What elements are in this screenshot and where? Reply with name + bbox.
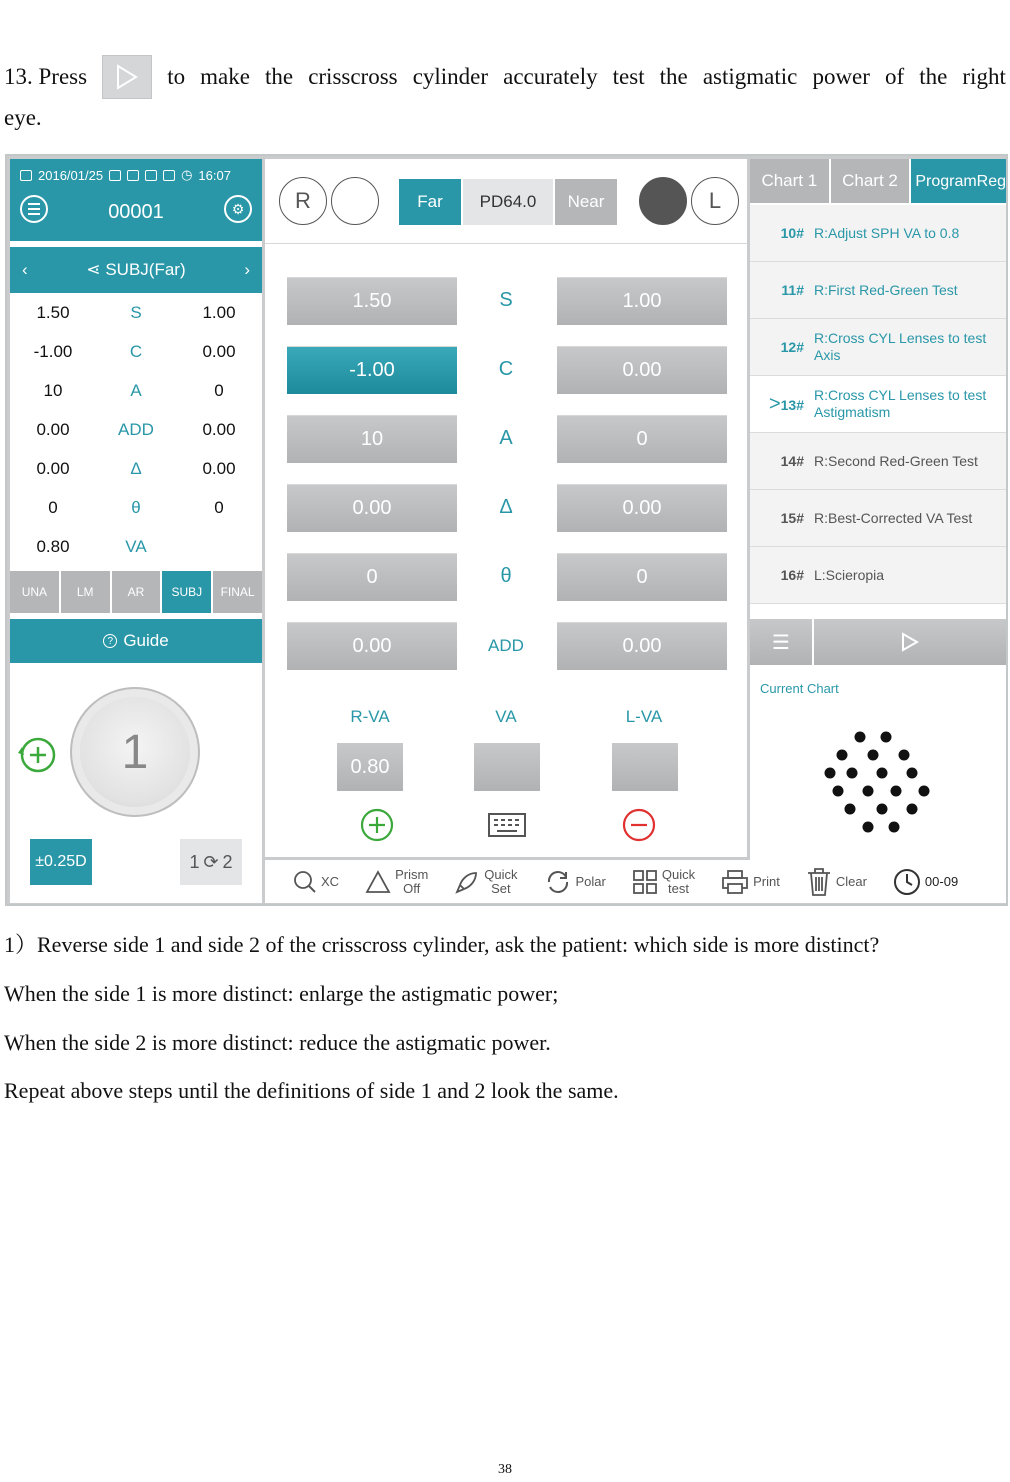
- program-number-current: [750, 393, 814, 416]
- refractor-screenshot: [5, 154, 1008, 906]
- status-bar: [20, 167, 256, 183]
- rotate-icon: [544, 868, 572, 896]
- tab-subj[interactable]: SUBJ: [162, 571, 211, 613]
- tab-chart-2[interactable]: Chart 2: [831, 159, 910, 203]
- left-base-value[interactable]: 0: [557, 553, 727, 601]
- magnifier-icon: [293, 870, 317, 894]
- right-value: 0.00: [36, 458, 70, 478]
- help-icon: ?: [103, 634, 117, 648]
- program-number: 10#: [780, 225, 804, 241]
- monitor-icon: [127, 170, 139, 181]
- xc-tool[interactable]: [265, 870, 339, 894]
- table-row: [10, 449, 262, 488]
- printer-icon: [721, 869, 749, 895]
- status-time: 16:07: [198, 167, 231, 183]
- current-chart-label: Current Chart: [760, 681, 839, 696]
- axis-label: A: [499, 427, 513, 449]
- right-value: 10: [43, 380, 63, 400]
- table-row: [10, 488, 262, 527]
- quick-test-tool[interactable]: [606, 868, 695, 896]
- left-add-value[interactable]: 0.00: [557, 622, 727, 670]
- subj-title: SUBJ(Far): [105, 260, 186, 279]
- plus-icon[interactable]: [357, 805, 397, 845]
- side-two-label: 2: [222, 851, 233, 872]
- right-panel: [750, 159, 1006, 903]
- polar-tool[interactable]: [518, 868, 606, 896]
- prism-label: Δ: [499, 496, 513, 518]
- list-item[interactable]: [750, 262, 1006, 319]
- program-number: 16#: [780, 567, 804, 583]
- row-label: Δ: [130, 458, 142, 478]
- step-4-text: Repeat above steps until the definitions of side 1 and 2 look the same.: [4, 1078, 619, 1103]
- keyboard-icon[interactable]: [487, 811, 527, 839]
- dial-value: 1: [121, 725, 149, 779]
- print-label: Print: [753, 874, 780, 889]
- left-value: 1.00: [202, 302, 236, 322]
- play-icon: [901, 632, 919, 652]
- dot-chart-icon: [820, 729, 940, 839]
- right-add-value[interactable]: 0.00: [287, 622, 457, 670]
- quick-set-label: [484, 868, 517, 896]
- table-row: [10, 410, 262, 449]
- bottom-toolbar: [265, 860, 1006, 903]
- calendar-icon: [20, 170, 32, 181]
- program-text: R:Cross CYL Lenses to test Axis: [814, 330, 987, 363]
- list-item[interactable]: [750, 205, 1006, 262]
- subj-title-wrap: [86, 260, 185, 280]
- program-number: 13#: [780, 396, 804, 413]
- display-icon: [163, 170, 175, 181]
- left-value: 0.00: [202, 458, 236, 478]
- share-icon: ⋖: [86, 260, 106, 279]
- far-button[interactable]: Far: [399, 179, 461, 225]
- left-header: [10, 159, 262, 241]
- row-label: ADD: [118, 419, 154, 439]
- side-one-label: 1: [189, 851, 200, 872]
- right-value: 1.50: [36, 302, 70, 322]
- intro-prefix: 13. Press: [4, 64, 88, 89]
- right-value: -1.00: [33, 341, 73, 361]
- refresh-icon: ⟳: [203, 851, 219, 872]
- right-value: 0: [48, 497, 58, 517]
- list-item[interactable]: [750, 319, 1006, 376]
- flip-side-button[interactable]: [180, 839, 242, 885]
- rva-value[interactable]: 0.80: [337, 743, 403, 791]
- prism-label: [395, 868, 428, 896]
- timer-icon: [893, 868, 921, 896]
- program-text: R:First Red-Green Test: [814, 282, 958, 298]
- program-text: R:Second Red-Green Test: [814, 453, 978, 469]
- intro-word: the: [659, 64, 688, 89]
- right-eye-button[interactable]: R: [279, 177, 327, 225]
- program-number: 15#: [780, 510, 804, 526]
- print-tool[interactable]: [695, 869, 780, 895]
- row-label: θ: [131, 497, 141, 517]
- program-list: [750, 205, 1006, 604]
- program-text: R:Best-Corrected VA Test: [814, 510, 973, 526]
- play-icon: [115, 64, 139, 90]
- right-value: 0.00: [36, 419, 70, 439]
- list-item[interactable]: [750, 490, 1006, 547]
- patient-id: 00001: [108, 201, 164, 223]
- device-icon: [109, 170, 121, 181]
- row-label: C: [129, 341, 143, 361]
- add-label: ADD: [488, 636, 524, 655]
- page-number: 38: [498, 1462, 512, 1477]
- right-cyl-value[interactable]: -1.00: [287, 346, 457, 394]
- list-item[interactable]: [750, 433, 1006, 490]
- quick-test-label-1: Quick: [661, 866, 696, 882]
- table-row: [10, 293, 262, 332]
- guide-label: Guide: [123, 631, 169, 650]
- intro-word: the: [265, 64, 294, 89]
- cross-cylinder-dial[interactable]: [70, 687, 200, 817]
- va-value[interactable]: [474, 743, 540, 791]
- list-item[interactable]: [750, 547, 1006, 604]
- chart-tabs: [750, 159, 1006, 203]
- right-axis-value[interactable]: 10: [287, 415, 457, 463]
- left-eye-occluder[interactable]: [639, 177, 687, 225]
- intro-word: of: [884, 64, 905, 89]
- left-cyl-value[interactable]: 0.00: [557, 346, 727, 394]
- right-prism-value[interactable]: 0.00: [287, 484, 457, 532]
- divider: [265, 243, 747, 244]
- prism-tool[interactable]: [339, 868, 428, 896]
- left-value: 0: [214, 380, 224, 400]
- sph-label: S: [499, 289, 513, 311]
- pd-button[interactable]: PD64.0: [463, 179, 553, 225]
- lva-label: L-VA: [625, 707, 663, 726]
- row-label: VA: [125, 536, 147, 556]
- tab-final[interactable]: FINAL: [213, 571, 262, 613]
- row-label: A: [130, 380, 142, 400]
- quick-test-label: [662, 868, 695, 896]
- play-button-illustration: [102, 55, 152, 99]
- rocket-icon: [454, 869, 480, 895]
- quick-set-label-2: Set: [491, 880, 511, 896]
- prism-label-1: Prism: [395, 866, 429, 882]
- step-button[interactable]: ±0.25D: [30, 839, 92, 885]
- tab-program-reg[interactable]: ProgramReg: [911, 159, 1006, 203]
- program-controls: [750, 619, 1006, 665]
- step-2-text: When the side 1 is more distinct: enlarge the astigmatic power;: [4, 981, 559, 1006]
- status-date: 2016/01/25: [38, 167, 104, 183]
- left-axis-value[interactable]: 0: [557, 415, 727, 463]
- clear-label: Clear: [835, 874, 867, 889]
- right-value: 0.80: [36, 536, 70, 556]
- intro-word: the: [919, 64, 948, 89]
- step-1-text: 1）Reverse side 1 and side 2 of the crisscross cylinder, ask the patient: which side is more distinct?: [4, 932, 880, 957]
- gear-icon[interactable]: ⚙: [224, 195, 252, 223]
- intro-word: crisscross: [308, 64, 398, 89]
- tab-una[interactable]: UNA: [10, 571, 59, 613]
- quick-set-label-1: Quick: [484, 866, 518, 882]
- timer-tool[interactable]: [867, 868, 958, 896]
- clock-icon: ◷: [181, 167, 193, 182]
- intro-word: astigmatic: [702, 64, 798, 89]
- trash-icon: [806, 867, 832, 897]
- right-sph-value[interactable]: 1.50: [287, 277, 457, 325]
- table-row: [10, 332, 262, 371]
- base-label: θ: [500, 565, 512, 587]
- printer-status-icon: [145, 170, 157, 181]
- timer-value: 00-09: [924, 874, 959, 889]
- program-text: R:Adjust SPH VA to 0.8: [814, 225, 960, 241]
- left-value: 0.00: [202, 341, 236, 361]
- intro-word: to: [167, 64, 186, 89]
- va-label: VA: [495, 707, 517, 726]
- left-prism-value[interactable]: 0.00: [557, 484, 727, 532]
- table-row: [10, 527, 262, 566]
- intro-line-1: [4, 55, 1006, 99]
- intro-word: power: [812, 64, 870, 89]
- clear-tool[interactable]: [780, 867, 867, 897]
- intro-word: test: [612, 64, 645, 89]
- left-value: 0: [214, 497, 224, 517]
- left-eye-button[interactable]: L: [691, 177, 739, 225]
- values-table: [10, 293, 262, 566]
- left-panel: [10, 159, 262, 903]
- subj-header: [10, 247, 262, 293]
- grid-icon: [632, 869, 658, 895]
- program-number: 11#: [781, 282, 804, 298]
- tab-lm[interactable]: LM: [61, 571, 110, 613]
- lva-value[interactable]: [612, 743, 678, 791]
- chevron-right-icon[interactable]: ›: [244, 260, 250, 279]
- left-sph-value[interactable]: 1.00: [557, 277, 727, 325]
- intro-word: cylinder: [412, 64, 489, 89]
- center-panel: [265, 159, 747, 857]
- chevron-left-icon[interactable]: ‹: [22, 260, 28, 279]
- program-number: 14#: [780, 453, 804, 469]
- near-button[interactable]: Near: [555, 179, 617, 225]
- tab-chart-1[interactable]: Chart 1: [750, 159, 829, 203]
- polar-label: Polar: [575, 874, 606, 889]
- quick-set-tool[interactable]: [428, 868, 517, 896]
- intro-line-2: eye.: [4, 105, 42, 130]
- cyl-label: C: [498, 358, 514, 380]
- minus-icon[interactable]: [619, 805, 659, 845]
- guide-button[interactable]: [10, 619, 262, 663]
- right-eye-occluder[interactable]: [331, 177, 379, 225]
- right-base-value[interactable]: 0: [287, 553, 457, 601]
- prism-icon: [365, 870, 391, 894]
- left-value: 0.00: [202, 419, 236, 439]
- intro-word: make: [200, 64, 250, 89]
- program-text: R:Cross CYL Lenses to test Astigmatism: [814, 387, 987, 420]
- list-item-current[interactable]: [750, 376, 1006, 433]
- intro-word: accurately: [503, 64, 598, 89]
- list-menu-icon[interactable]: ☰: [750, 619, 812, 665]
- prism-label-2: Off: [403, 880, 421, 896]
- tab-ar[interactable]: AR: [112, 571, 161, 613]
- table-row: [10, 371, 262, 410]
- increase-icon[interactable]: [16, 733, 60, 777]
- quick-test-label-2: test: [668, 880, 689, 896]
- rva-label: R-VA: [350, 707, 390, 726]
- program-number: 12#: [780, 339, 804, 355]
- xc-label: XC: [321, 874, 340, 889]
- mode-tabs: [10, 571, 262, 613]
- intro-word: right: [962, 64, 1006, 89]
- row-label: S: [130, 302, 142, 322]
- current-marker: >: [768, 392, 781, 415]
- step-3-text: When the side 2 is more distinct: reduce the astigmatic power.: [4, 1030, 551, 1055]
- play-button[interactable]: [814, 619, 1006, 665]
- program-text: L:Scieropia: [814, 567, 885, 583]
